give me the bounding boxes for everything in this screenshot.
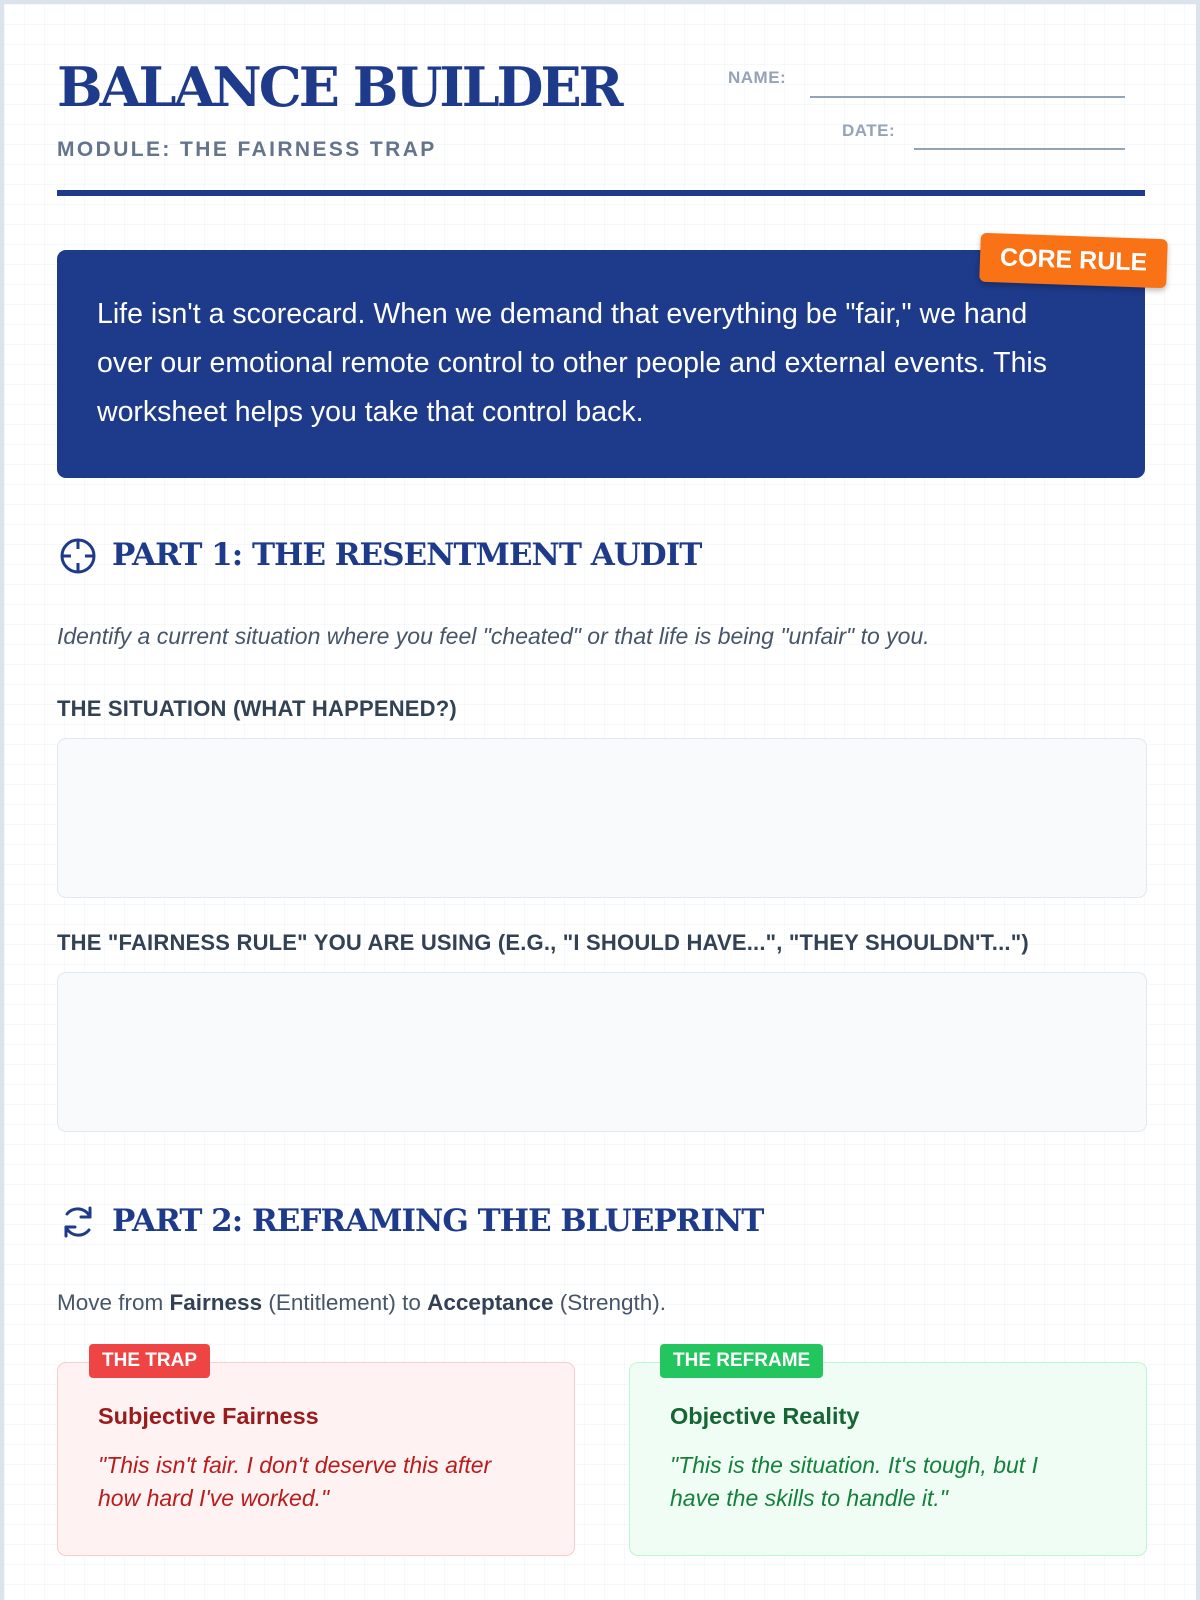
- part1-instructions: Identify a current situation where you feel "cheated" or that life is being "unfair" to you.: [57, 623, 930, 649]
- part2-intro: [57, 1290, 666, 1316]
- worksheet-page: [4, 4, 1196, 1600]
- core-rule-badge: CORE RULE: [979, 233, 1168, 289]
- intro-mid: (Entitlement) to: [262, 1290, 428, 1315]
- intro-fairness: Fairness: [169, 1290, 263, 1315]
- trap-badge: THE TRAP: [89, 1344, 210, 1378]
- part1-title: PART 1: THE RESENTMENT AUDIT: [112, 537, 702, 573]
- name-field[interactable]: [810, 96, 1125, 98]
- part2-title: PART 2: REFRAMING THE BLUEPRINT: [112, 1203, 764, 1239]
- intro-acceptance: Acceptance: [427, 1290, 554, 1315]
- worksheet-title: BALANCE BUILDER: [57, 55, 621, 119]
- date-field[interactable]: [914, 148, 1125, 150]
- date-label: DATE:: [842, 121, 896, 140]
- core-rule-callout: [57, 250, 1145, 478]
- header-divider: [57, 190, 1145, 196]
- fairness-rule-input[interactable]: [57, 972, 1147, 1132]
- intro-prefix: Move from: [57, 1290, 170, 1315]
- situation-input[interactable]: [57, 738, 1147, 898]
- module-subtitle: MODULE: THE FAIRNESS TRAP: [57, 138, 437, 161]
- reframe-heading: Objective Reality: [670, 1403, 860, 1429]
- trap-heading: Subjective Fairness: [98, 1403, 319, 1429]
- situation-label: THE SITUATION (WHAT HAPPENED?): [57, 696, 457, 721]
- core-rule-text: Life isn't a scorecard. When we demand that everything be "fair," we hand over our emotional remote control to other people and external events. This worksheet helps you take that control back.: [97, 298, 1048, 428]
- trap-card: [57, 1362, 575, 1556]
- trap-quote: "This isn't fair. I don't deserve this after how hard I've worked.": [98, 1452, 492, 1511]
- name-label: NAME:: [728, 68, 787, 87]
- reframe-quote: "This is the situation. It's tough, but I have the skills to handle it.": [670, 1452, 1038, 1511]
- intro-suffix: (Strength).: [553, 1290, 667, 1315]
- refresh-icon: [59, 1203, 97, 1246]
- reframe-card: [629, 1362, 1147, 1556]
- fairness-rule-label: THE "FAIRNESS RULE" YOU ARE USING (E.G., "I SHOULD HAVE...", "THEY SHOULDN'T..."): [57, 930, 1029, 955]
- reframe-badge: THE REFRAME: [660, 1344, 823, 1378]
- crosshair-icon: [59, 537, 97, 580]
